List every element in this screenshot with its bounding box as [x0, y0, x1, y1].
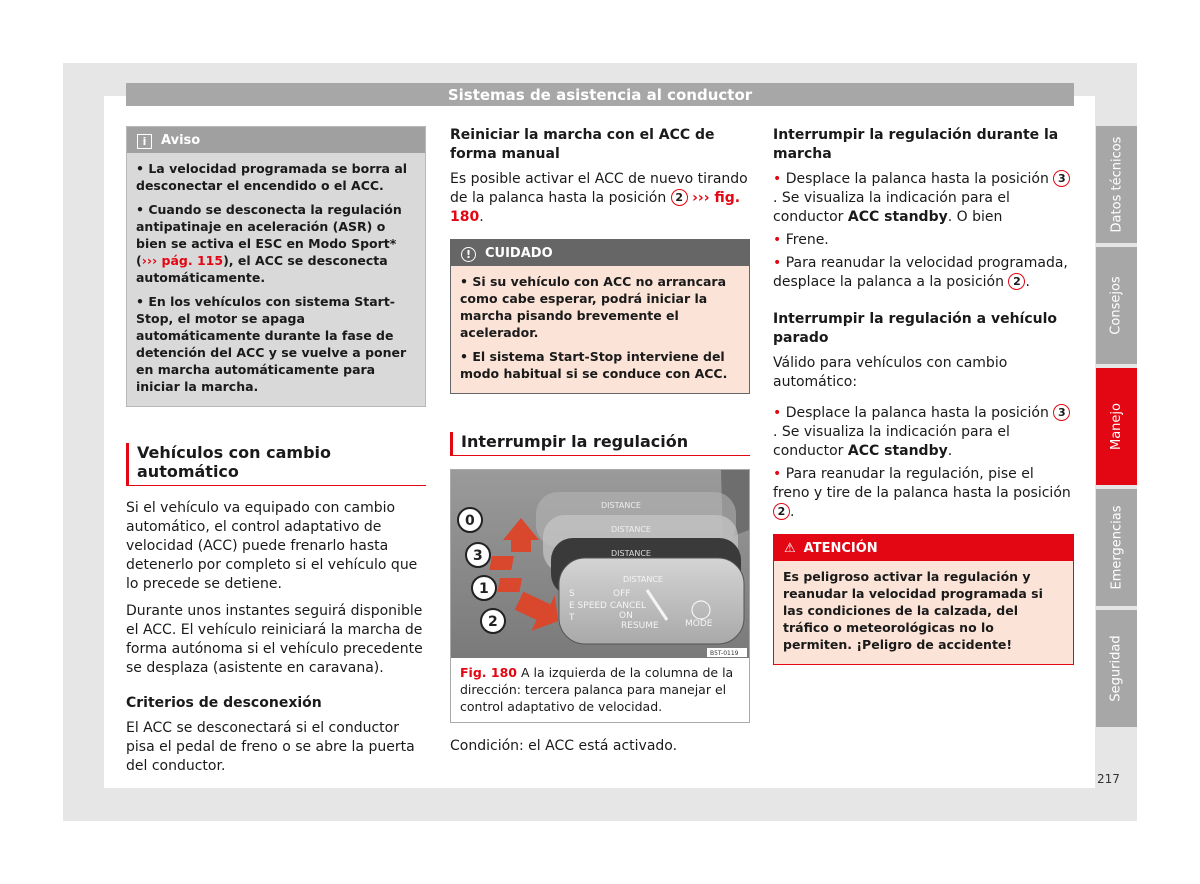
- caution-box-title: CUIDADO: [485, 246, 553, 261]
- position-1-marker: [497, 578, 521, 592]
- position-number-badge: 3: [1053, 404, 1070, 421]
- lever-text-speed-cancel: E SPEED CANCEL: [569, 601, 647, 611]
- page-number: 217: [1097, 772, 1120, 786]
- lever-text-resume: RESUME: [621, 621, 659, 631]
- warning-box-title: ATENCIÓN: [803, 541, 878, 556]
- column-1: [126, 126, 426, 784]
- tab-seguridad[interactable]: Seguridad: [1096, 610, 1137, 727]
- subheading: Interrumpir la regulación durante la marcha: [773, 127, 1059, 162]
- lever-text-distance: DISTANCE: [623, 575, 663, 584]
- figure-label: Fig. 180: [460, 665, 517, 680]
- lever-text-mode: MODE: [685, 619, 713, 629]
- subheading: Criterios de desconexión: [126, 695, 322, 711]
- warning-triangle-icon: ⚠: [784, 541, 796, 556]
- section-title: Interrumpir la regulación: [450, 432, 750, 456]
- lever-text-on: ON: [619, 611, 633, 621]
- note-item: • La velocidad programada se borra al desconectar el encendido o el ACC.: [136, 161, 408, 193]
- caution-item: • Si su vehículo con ACC no arrancara como cabe esperar, podrá iniciar la marcha pisando brevemente el acelerador.: [460, 274, 727, 340]
- bullet-item: • Para reanudar la regulación, pise el freno y tire de la palanca hasta la posición 2 .: [773, 466, 1071, 520]
- warning-box-header: [774, 535, 1073, 561]
- page-header: Sistemas de asistencia al conductor: [126, 83, 1074, 106]
- figure-code: B5T-0119: [710, 650, 739, 657]
- info-icon: i: [137, 134, 152, 149]
- column-3: [773, 126, 1074, 675]
- note-box: [126, 126, 426, 407]
- figure-caption: [451, 658, 749, 722]
- caution-box-header: [451, 240, 749, 266]
- note-box-title: Aviso: [161, 133, 201, 148]
- lever-text-off: OFF: [613, 589, 631, 599]
- tab-manejo[interactable]: Manejo: [1096, 368, 1137, 485]
- section-title: Vehículos con cambio automático: [126, 443, 426, 486]
- figure-caption-text: A la izquierda de la columna de la dirección: tercera palanca para manejar el control adaptativo de velocidad.: [460, 665, 734, 714]
- subheading: Reiniciar la marcha con el ACC de forma manual: [450, 127, 715, 162]
- note-item: • En los vehículos con sistema Start-Stop, el motor se apaga automáticamente durante la fase de detención del ACC y se vuelve a poner en marcha automáticamente para iniciar la marcha.: [136, 294, 407, 394]
- lever-text-distance: DISTANCE: [601, 501, 641, 510]
- position-number-badge: 3: [1053, 170, 1070, 187]
- position-label-0: 0: [465, 513, 475, 529]
- bullet-item: • Desplace la palanca hasta la posición 3. Se visualiza la indicación para el conductor ACC standby. O bien: [773, 170, 1074, 227]
- position-number-badge: 2: [1008, 273, 1025, 290]
- lever-text-t: T: [569, 613, 575, 623]
- figure: [450, 469, 750, 723]
- bullet-item: • Para reanudar la velocidad programada, desplace la palanca a la posición 2 .: [773, 255, 1068, 290]
- caution-box: [450, 239, 750, 394]
- note-box-header: [127, 127, 425, 153]
- lever-text-distance: DISTANCE: [611, 525, 651, 534]
- paragraph: Si el vehículo va equipado con cambio automático, el control adaptativo de velocidad (ACC) puede frenarlo hasta detenerlo por completo si el vehículo que lo precede se detiene.: [126, 500, 418, 592]
- lever-text-s: S: [569, 589, 575, 599]
- position-label-2: 2: [488, 614, 498, 630]
- note-box-body: [127, 153, 425, 406]
- position-label-1: 1: [479, 581, 489, 597]
- paragraph: Condición: el ACC está activado.: [450, 738, 678, 754]
- warning-text: Es peligroso activar la regulación y reanudar la velocidad programada si las condiciones de la calzada, del tráfico o meteorológicas no lo permiten. ¡Peligro de accidente!: [783, 569, 1043, 652]
- paragraph: Válido para vehículos con cambio automático:: [773, 355, 1008, 390]
- warning-box-body: [774, 561, 1073, 664]
- tab-emergencias[interactable]: Emergencias: [1096, 489, 1137, 606]
- position-3-marker: [489, 556, 513, 570]
- paragraph: Es posible activar el ACC de nuevo tirando de la palanca hasta la posición 2 ››› fig. 180.: [450, 171, 748, 225]
- lever-illustration: [451, 470, 749, 658]
- paragraph: Durante unos instantes seguirá disponible el ACC. El vehículo reiniciará la marcha de forma autónoma si el vehículo precedente se desplaza (asistente en caravana).: [126, 603, 423, 676]
- bullet-item: • Desplace la palanca hasta la posición 3. Se visualiza la indicación para el conductor ACC standby.: [773, 404, 1074, 461]
- caution-item: • El sistema Start-Stop interviene del modo habitual si se conduce con ACC.: [460, 349, 728, 381]
- warning-box: [773, 534, 1074, 665]
- column-2: [450, 126, 750, 764]
- subheading: Interrumpir la regulación a vehículo parado: [773, 311, 1058, 346]
- position-number-badge: 2: [671, 189, 688, 206]
- exclamation-icon: !: [461, 247, 476, 262]
- position-label-3: 3: [473, 548, 483, 564]
- position-number-badge: 2: [773, 503, 790, 520]
- lever-text-distance: DISTANCE: [611, 549, 651, 558]
- tab-datos-tecnicos[interactable]: Datos técnicos: [1096, 126, 1137, 243]
- note-item: • Cuando se desconecta la regulación antipatinaje en aceleración (ASR) o bien se activa el ESC en Modo Sport* (››› pág. 115), el ACC se desconecta automáticamente.: [136, 202, 402, 285]
- figure-reference-link[interactable]: ››› fig. 180: [450, 190, 741, 225]
- lever-drawing: [451, 470, 749, 658]
- tab-consejos[interactable]: Consejos: [1096, 247, 1137, 364]
- page-reference-link[interactable]: ››› pág. 115: [141, 253, 224, 268]
- bullet-item: • Frene.: [773, 232, 829, 248]
- caution-box-body: [451, 266, 749, 393]
- paragraph: El ACC se desconectará si el conductor pisa el pedal de freno o se abre la puerta del conductor.: [126, 720, 415, 774]
